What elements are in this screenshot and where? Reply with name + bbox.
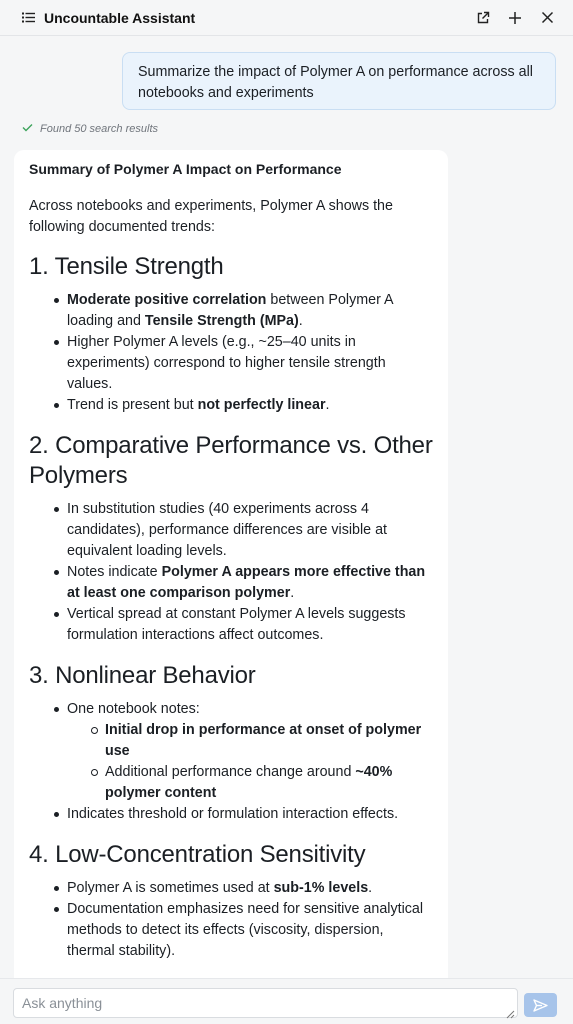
close-icon[interactable]	[535, 6, 559, 30]
section-heading: 3. Nonlinear Behavior	[29, 662, 256, 689]
plus-icon[interactable]	[503, 6, 527, 30]
external-link-icon[interactable]	[471, 6, 495, 30]
list-item: Indicates threshold or formulation interaction effects.	[29, 804, 433, 825]
section-heading: 4. Low-Concentration Sensitivity	[29, 841, 366, 868]
bullet-list	[29, 878, 433, 962]
bullet-list	[29, 290, 433, 416]
sub-list-item: Additional performance change around ~40% polymer content	[67, 762, 433, 804]
send-icon	[533, 999, 548, 1012]
list-item: Polymer A is sometimes used at sub-1% levels.	[29, 878, 433, 899]
section-heading: 2. Comparative Performance vs. Other Polymers	[29, 432, 433, 489]
header-title: Uncountable Assistant	[44, 9, 196, 26]
assistant-answer	[14, 150, 448, 978]
answer-title: Summary of Polymer A Impact on Performance	[29, 161, 342, 177]
assistant-header	[0, 0, 573, 36]
chat-area[interactable]	[0, 36, 573, 978]
bullet-list	[29, 699, 433, 825]
answer-intro: Across notebooks and experiments, Polymer A shows the following documented trends:	[29, 198, 393, 235]
list-item: One notebook notes: Initial drop in performance at onset of polymer use Additional performance change around ~40% polymer content	[29, 699, 433, 804]
section-heading: 1. Tensile Strength	[29, 253, 224, 280]
list-item: Documentation emphasizes need for sensitive analytical methods to detect its effects (viscosity, dispersion, thermal stability).	[29, 899, 433, 962]
search-status-text: Found 50 search results	[40, 123, 159, 135]
resize-grip-icon[interactable]	[505, 1006, 515, 1016]
list-item: Notes indicate Polymer A appears more effective than at least one comparison polymer.	[29, 562, 433, 604]
sub-list-item: Initial drop in performance at onset of polymer use	[67, 720, 433, 762]
send-button[interactable]	[524, 993, 557, 1017]
list-item: In substitution studies (40 experiments across 4 candidates), performance differences are visible at equivalent loading levels.	[29, 499, 433, 562]
check-icon	[22, 123, 33, 135]
list-item: Vertical spread at constant Polymer A levels suggests formulation interactions affect outcomes.	[29, 604, 433, 646]
user-message: Summarize the impact of Polymer A on performance across all notebooks and experiments	[122, 52, 556, 110]
bullet-list	[29, 499, 433, 646]
search-status	[22, 122, 158, 136]
list-item: Moderate positive correlation between Polymer A loading and Tensile Strength (MPa).	[29, 290, 433, 332]
sub-bullet-list	[67, 720, 433, 804]
list-item: Trend is present but not perfectly linear.	[29, 395, 433, 416]
menu-icon[interactable]	[22, 11, 36, 25]
ask-input[interactable]	[13, 988, 518, 1018]
composer	[0, 978, 573, 1024]
list-item: Higher Polymer A levels (e.g., ~25–40 units in experiments) correspond to higher tensile strength values.	[29, 332, 433, 395]
